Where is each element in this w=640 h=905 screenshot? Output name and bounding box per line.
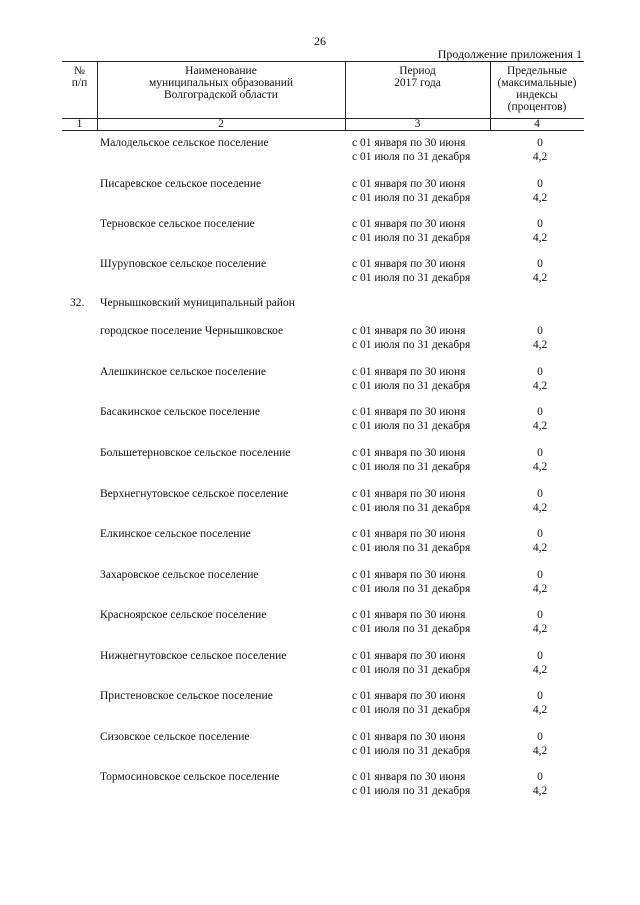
row-value-2: 4,2 — [532, 420, 548, 432]
header-period: Период 2017 года — [394, 65, 441, 89]
row-period-1: с 01 января по 30 июня — [352, 731, 466, 743]
row-period-1: с 01 января по 30 июня — [352, 528, 466, 540]
row-period-2: с 01 июля по 31 декабря — [352, 461, 471, 473]
row-period-1: с 01 января по 30 июня — [352, 218, 466, 230]
row-period-1: с 01 января по 30 июня — [352, 771, 466, 783]
row-period-1: с 01 января по 30 июня — [352, 137, 466, 149]
section-number: 32. — [70, 297, 85, 309]
table-top-border — [62, 61, 584, 62]
row-value-1: 0 — [537, 609, 543, 621]
row-period-2: с 01 июля по 31 декабря — [352, 272, 471, 284]
row-name: Шуруповское сельское поселение — [100, 258, 267, 270]
row-period-2: с 01 июля по 31 декабря — [352, 664, 471, 676]
row-name: Нижнегнутовское сельское поселение — [100, 650, 287, 662]
row-value-2: 4,2 — [532, 272, 548, 284]
row-value-2: 4,2 — [532, 542, 548, 554]
row-value-2: 4,2 — [532, 704, 548, 716]
row-value-2: 4,2 — [532, 623, 548, 635]
column-number-4: 4 — [534, 118, 540, 130]
row-value-1: 0 — [537, 178, 543, 190]
row-period-2: с 01 июля по 31 декабря — [352, 151, 471, 163]
row-name: Писаревское сельское поселение — [100, 178, 262, 190]
row-value-1: 0 — [537, 569, 543, 581]
number-row-bottom-border — [62, 130, 584, 131]
row-name: Терновское сельское поселение — [100, 218, 255, 230]
row-name: Сизовское сельское поселение — [100, 731, 250, 743]
row-value-2: 4,2 — [532, 339, 548, 351]
row-name: Красноярское сельское поселение — [100, 609, 267, 621]
row-name: Большетерновское сельское поселение — [100, 447, 291, 459]
row-period-2: с 01 июля по 31 декабря — [352, 785, 471, 797]
row-period-2: с 01 июля по 31 декабря — [352, 192, 471, 204]
row-period-1: с 01 января по 30 июня — [352, 178, 466, 190]
row-period-2: с 01 июля по 31 декабря — [352, 420, 471, 432]
row-period-2: с 01 июля по 31 декабря — [352, 339, 471, 351]
row-period-2: с 01 июля по 31 декабря — [352, 542, 471, 554]
row-value-1: 0 — [537, 447, 543, 459]
row-value-2: 4,2 — [532, 583, 548, 595]
row-value-1: 0 — [537, 218, 543, 230]
header-max-indices: Предельные (максимальные) индексы (процентов) — [497, 65, 577, 113]
row-period-2: с 01 июля по 31 декабря — [352, 232, 471, 244]
row-period-1: с 01 января по 30 июня — [352, 447, 466, 459]
row-value-2: 4,2 — [532, 192, 548, 204]
row-value-2: 4,2 — [532, 380, 548, 392]
row-name: Малодельское сельское поселение — [100, 137, 269, 149]
row-name: Басакинское сельское поселение — [100, 406, 261, 418]
row-period-1: с 01 января по 30 июня — [352, 406, 466, 418]
row-period-2: с 01 июля по 31 декабря — [352, 623, 471, 635]
row-value-1: 0 — [537, 366, 543, 378]
row-name: Захаровское сельское поселение — [100, 569, 259, 581]
row-period-1: с 01 января по 30 июня — [352, 569, 466, 581]
row-period-1: с 01 января по 30 июня — [352, 488, 466, 500]
section-name: Чернышковский муниципальный район — [100, 297, 295, 309]
row-period-2: с 01 июля по 31 декабря — [352, 745, 471, 757]
row-period-2: с 01 июля по 31 декабря — [352, 380, 471, 392]
row-value-2: 4,2 — [532, 232, 548, 244]
header-number: № п/п — [71, 65, 88, 89]
row-period-1: с 01 января по 30 июня — [352, 650, 466, 662]
row-value-1: 0 — [537, 137, 543, 149]
row-value-1: 0 — [537, 406, 543, 418]
row-name: Пристеновское сельское поселение — [100, 690, 273, 702]
row-value-2: 4,2 — [532, 664, 548, 676]
row-period-1: с 01 января по 30 июня — [352, 366, 466, 378]
row-name: городское поселение Чернышковское — [100, 325, 284, 337]
row-name: Алешкинское сельское поселение — [100, 366, 266, 378]
row-period-2: с 01 июля по 31 декабря — [352, 583, 471, 595]
column-number-1: 1 — [76, 118, 83, 130]
row-value-2: 4,2 — [532, 461, 548, 473]
page-number: 26 — [314, 34, 326, 48]
row-period-2: с 01 июля по 31 декабря — [352, 502, 471, 514]
row-value-1: 0 — [537, 771, 543, 783]
column-number-3: 3 — [414, 118, 421, 130]
row-period-1: с 01 января по 30 июня — [352, 325, 466, 337]
row-value-2: 4,2 — [532, 151, 548, 163]
row-name: Елкинское сельское поселение — [100, 528, 251, 540]
row-value-1: 0 — [537, 325, 543, 337]
appendix-title: Продолжение приложения 1 — [437, 47, 582, 61]
row-value-1: 0 — [537, 528, 543, 540]
row-period-1: с 01 января по 30 июня — [352, 690, 466, 702]
row-period-1: с 01 января по 30 июня — [352, 609, 466, 621]
row-value-2: 4,2 — [532, 502, 548, 514]
row-value-2: 4,2 — [532, 785, 548, 797]
row-value-1: 0 — [537, 731, 543, 743]
row-name: Тормосиновское сельское поселение — [100, 771, 280, 783]
row-value-2: 4,2 — [532, 745, 548, 757]
column-number-2: 2 — [218, 118, 224, 130]
header-municipality-name: Наименование муниципальных образований Волгоградской области — [148, 65, 294, 101]
row-name: Верхнегнутовское сельское поселение — [100, 488, 289, 500]
row-value-1: 0 — [537, 690, 543, 702]
row-period-1: с 01 января по 30 июня — [352, 258, 466, 270]
row-value-1: 0 — [537, 650, 543, 662]
row-period-2: с 01 июля по 31 декабря — [352, 704, 471, 716]
row-value-1: 0 — [537, 488, 543, 500]
row-value-1: 0 — [537, 258, 543, 270]
